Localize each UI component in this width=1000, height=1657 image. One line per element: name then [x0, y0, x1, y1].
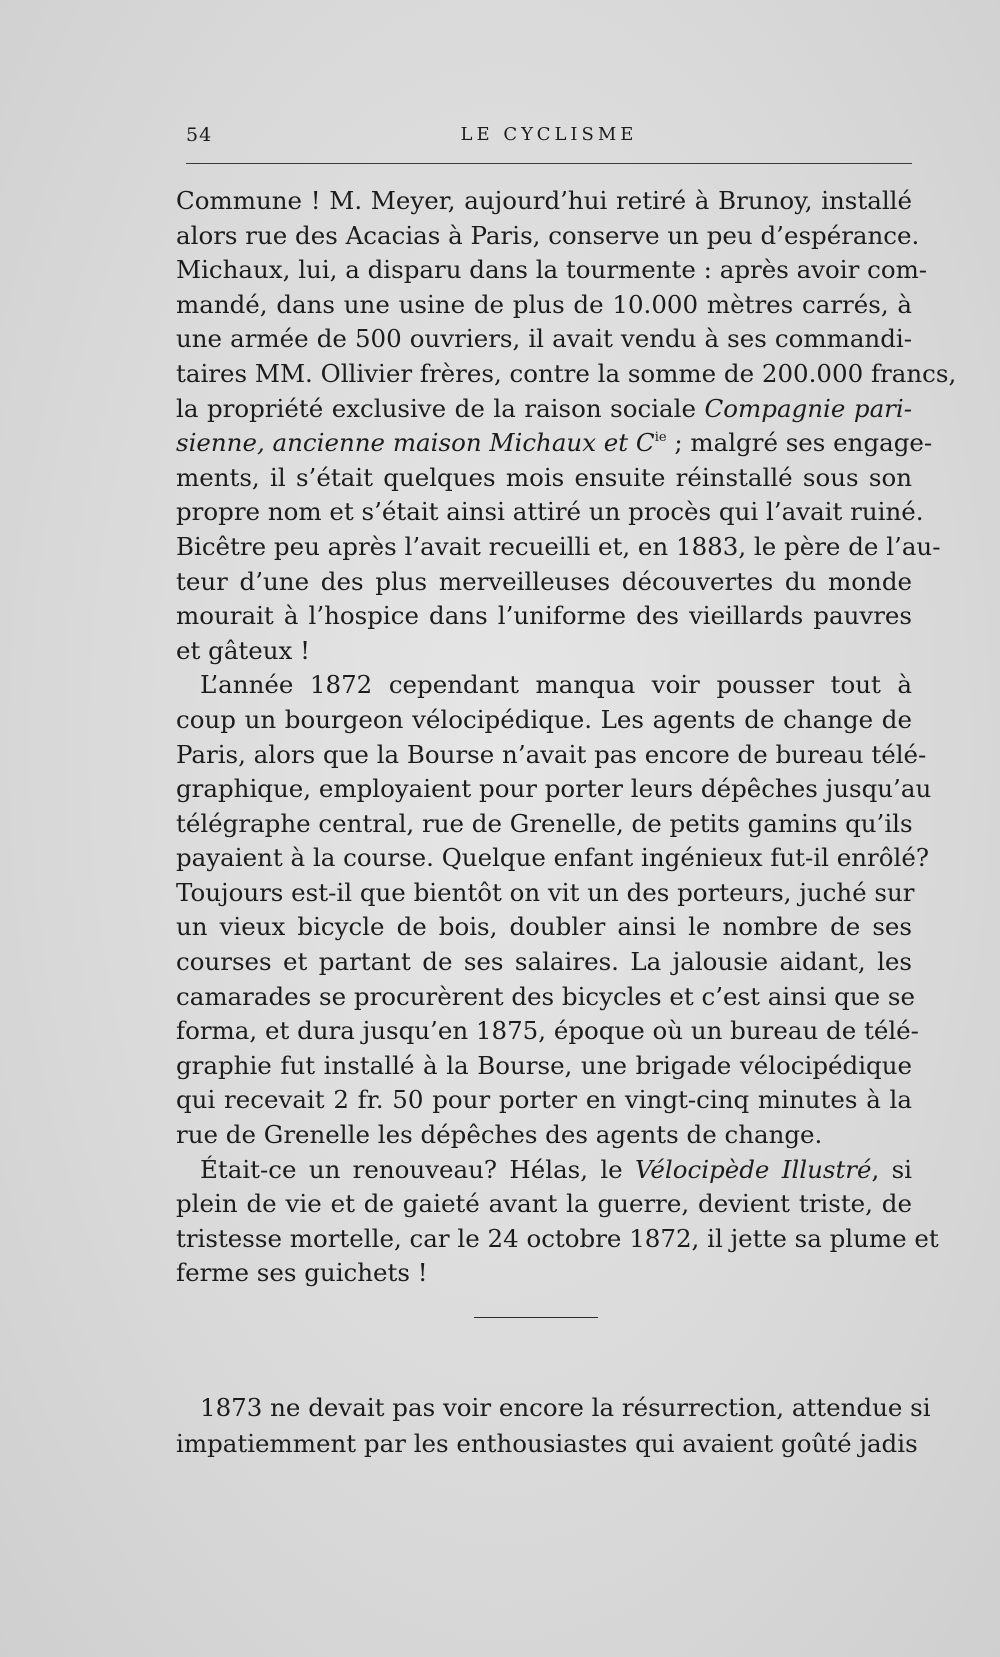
text-line: télégraphe central, rue de Grenelle, de petits gamins qu’ils [176, 808, 913, 838]
body-text-continued [176, 1390, 931, 1462]
text-line: payaient à la course. Quelque enfant ingénieux fut-il enrôlé? [176, 843, 929, 873]
italic-journal-title: Vélocipède Illustré [634, 1154, 872, 1184]
header-rule [186, 163, 912, 164]
text-line: graphie fut installé à la Bourse, une brigade vélocipédique [176, 1050, 912, 1080]
text-line [176, 426, 933, 461]
body-text [176, 184, 957, 1291]
text-line: mandé, dans une usine de plus de 10.000 mètres carrés, à [176, 289, 912, 319]
text-line: graphique, employaient pour porter leurs dépêches jusqu’au [176, 774, 932, 804]
page-number: 54 [186, 124, 213, 146]
text-line: Toujours est-il que bientôt on vit un des porteurs, juché sur [176, 877, 915, 907]
italic-company-name: Compagnie pari- [704, 393, 912, 423]
text-line: ferme ses guichets ! [176, 1258, 428, 1288]
text-line: et gâteux ! [176, 635, 310, 665]
superscript: ie [654, 430, 667, 446]
text-line: qui recevait 2 fr. 50 pour porter en vingt-cinq minutes à la [176, 1085, 912, 1115]
section-divider [474, 1317, 598, 1318]
text-line: L’année 1872 cependant manqua voir pousser tout à [200, 670, 912, 700]
text-segment: la propriété exclusive de la raison sociale [176, 393, 696, 423]
text-line: une armée de 500 ouvriers, il avait vendu à ses commandi- [176, 324, 912, 354]
text-line [176, 1153, 912, 1188]
text-line: un vieux bicycle de bois, doubler ainsi le nombre de ses [176, 912, 912, 942]
text-line: forma, et dura jusqu’en 1875, époque où un bureau de télé- [176, 1016, 919, 1046]
page-header [186, 124, 912, 154]
text-line: impatiemment par les enthousiastes qui avaient goûté jadis [176, 1429, 918, 1458]
italic-company-name: sienne, ancienne maison Michaux et C [176, 428, 655, 458]
text-line: camarades se procurèrent des bicycles et c’est ainsi que se [176, 981, 915, 1011]
text-line: 1873 ne devait pas voir encore la résurrection, attendue si [200, 1393, 931, 1422]
text-line: Michaux, lui, a disparu dans la tourmente : après avoir com- [176, 255, 928, 285]
text-line: plein de vie et de gaieté avant la guerre, devient triste, de [176, 1189, 912, 1219]
text-segment: Était-ce un renouveau? Hélas, le [200, 1154, 635, 1184]
text-line: coup un bourgeon vélocipédique. Les agents de change de [176, 704, 912, 734]
text-line: rue de Grenelle les dépêches des agents de change. [176, 1120, 823, 1150]
text-segment: ; malgré ses engage- [666, 428, 933, 458]
text-line: tristesse mortelle, car le 24 octobre 1872, il jette sa plume et [176, 1223, 939, 1253]
text-line [176, 392, 912, 427]
text-line: Paris, alors que la Bourse n’avait pas encore de bureau télé- [176, 739, 927, 769]
text-line: propre nom et s’était ainsi attiré un procès qui l’avait ruiné. [176, 497, 924, 527]
text-line: taires MM. Ollivier frères, contre la somme de 200.000 francs, [176, 358, 957, 388]
running-title: LE CYCLISME [460, 124, 638, 145]
text-line: ments, il s’était quelques mois ensuite réinstallé sous son [176, 462, 912, 492]
text-segment: , si [871, 1154, 912, 1184]
text-line: Commune ! M. Meyer, aujourd’hui retiré à Brunoy, installé [176, 186, 912, 215]
text-line: alors rue des Acacias à Paris, conserve un peu d’espérance. [176, 220, 920, 250]
text-line: Bicêtre peu après l’avait recueilli et, en 1883, le père de l’au- [176, 531, 941, 561]
text-line: mourait à l’hospice dans l’uniforme des vieillards pauvres [176, 601, 912, 631]
text-line: teur d’une des plus merveilleuses découvertes du monde [176, 566, 912, 596]
text-line: courses et partant de ses salaires. La jalousie aidant, les [176, 947, 912, 977]
